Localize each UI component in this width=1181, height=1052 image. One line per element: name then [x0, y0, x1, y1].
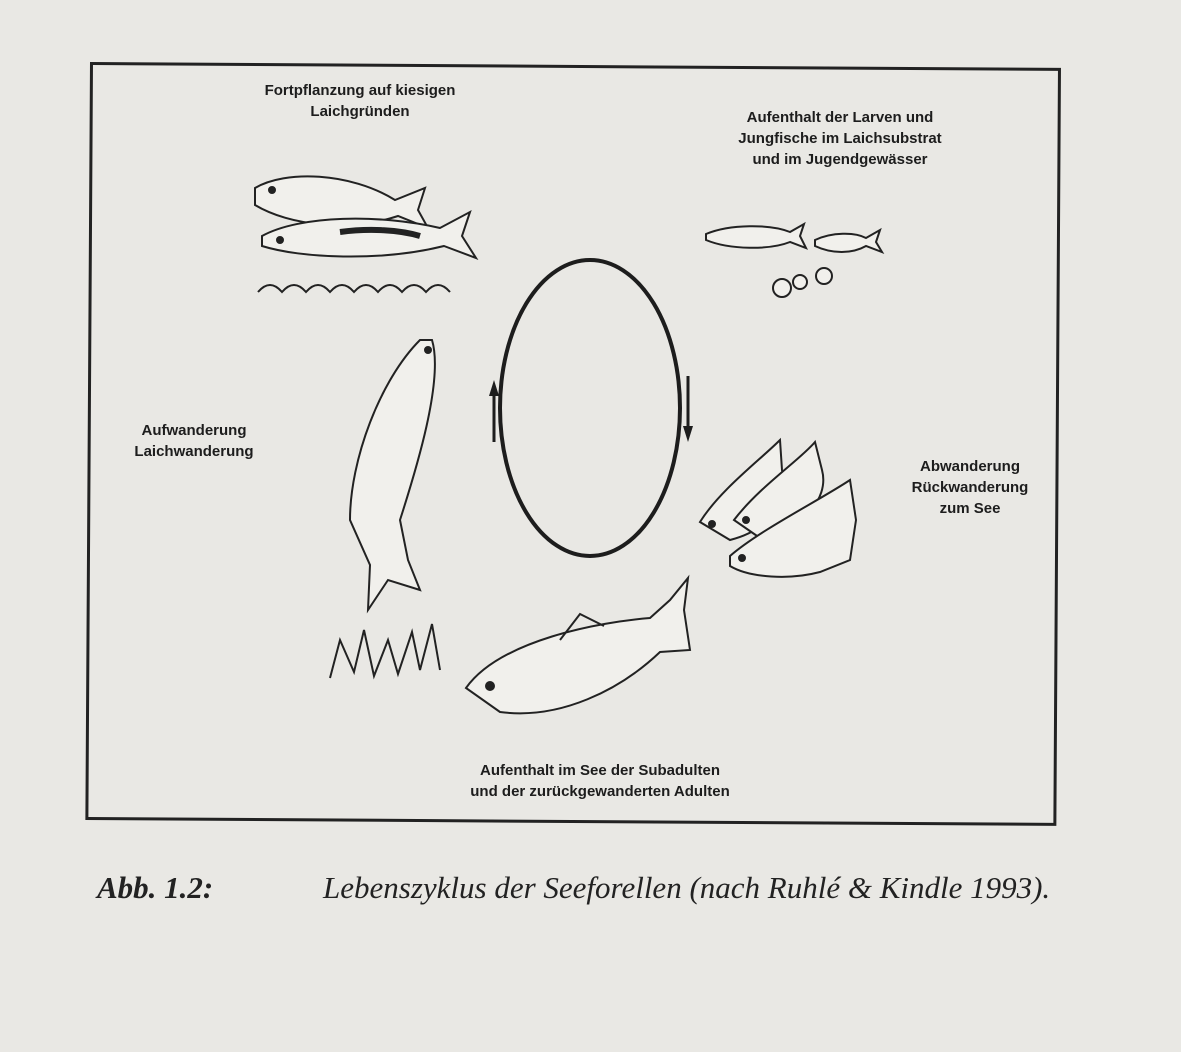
stage-migration-down-label: Abwanderung Rückwanderung zum See: [911, 458, 1029, 517]
figure-caption-number: Abb. 1.2:: [97, 870, 214, 905]
figure-caption-text: Lebenszyklus der Seeforellen (nach Ruhlé & Kindle 1993).: [323, 870, 1051, 905]
stage-reproduction-label: Fortpflanzung auf kiesigen Laichgründen: [264, 82, 456, 120]
cycle-ellipse: [500, 260, 680, 556]
cycle-arrow-up-icon: [489, 380, 499, 442]
spawning-trout-icon: [255, 176, 476, 292]
cycle-arrow-down-icon: [683, 376, 693, 442]
stage-larvae-label: Aufenthalt der Larven und Jungfische im Laichsubstrat und im Jugendgewässer: [738, 109, 942, 168]
lake-trout-icon: [466, 578, 690, 713]
downstream-trout-icon: [700, 440, 856, 577]
juvenile-fish-icon: [706, 224, 882, 297]
upstream-trout-icon: [350, 340, 435, 610]
stage-migration-up-label: Aufwanderung Laichwanderung: [134, 422, 254, 460]
stage-lake-label: Aufenthalt im See der Subadulten und der zurückgewanderten Adulten: [470, 762, 730, 800]
water-plants-icon: [330, 624, 440, 678]
